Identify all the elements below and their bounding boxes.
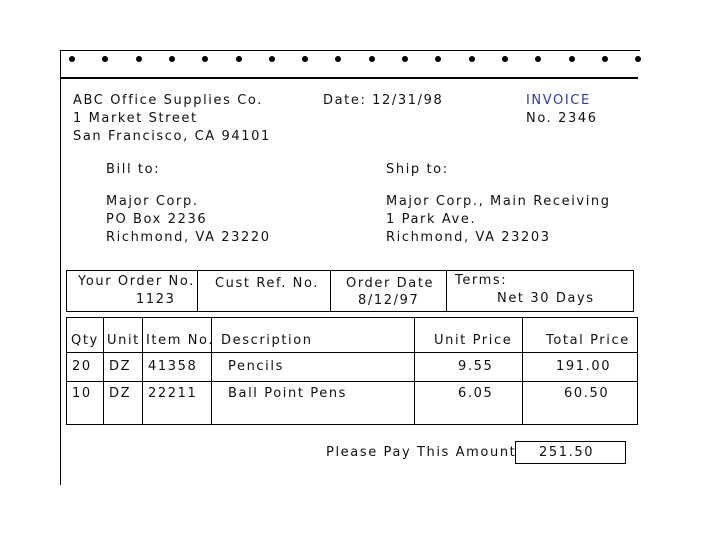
table-cell-unit: DZ	[109, 386, 132, 401]
order-no-label: Your Order No.	[78, 274, 195, 289]
table-cell-unit-price: 6.05	[458, 386, 494, 401]
table-cell-total-price: 191.00	[556, 359, 612, 374]
table-cell-unit: DZ	[109, 359, 132, 374]
feed-hole-icon	[202, 56, 208, 62]
feed-hole-icon	[236, 56, 242, 62]
col-divider-qty	[103, 317, 104, 425]
feed-hole-icon	[402, 56, 408, 62]
feed-hole-icon	[502, 56, 508, 62]
feed-hole-icon	[535, 56, 541, 62]
bill-to-label: Bill to:	[106, 162, 161, 177]
feed-hole-icon	[635, 56, 641, 62]
feed-hole-icon	[69, 56, 75, 62]
table-cell-qty: 10	[72, 386, 92, 401]
ship-to-name: Major Corp., Main Receiving	[386, 194, 611, 209]
form-left-border	[60, 50, 61, 485]
table-cell-total-price: 60.50	[564, 386, 610, 401]
order-divider-1	[197, 270, 198, 312]
feed-hole-icon	[269, 56, 275, 62]
seller-name: ABC Office Supplies Co.	[73, 93, 263, 108]
bill-to-line1: PO Box 2236	[106, 212, 208, 227]
feed-hole-icon	[302, 56, 308, 62]
table-cell-description: Ball Point Pens	[228, 386, 348, 401]
order-no-value: 1123	[136, 292, 176, 307]
col-divider-unit	[142, 317, 143, 425]
table-header-cell: Qty	[71, 333, 99, 348]
col-divider-description	[414, 317, 415, 425]
feed-hole-icon	[102, 56, 108, 62]
bill-to-line2: Richmond, VA 23220	[106, 230, 271, 245]
table-header-cell: Description	[221, 333, 313, 348]
table-row-rule	[66, 381, 638, 382]
table-header-cell: Item No.	[146, 333, 215, 348]
form-top-border	[60, 50, 640, 51]
order-divider-2	[330, 270, 331, 312]
table-cell-description: Pencils	[228, 359, 284, 374]
order-divider-3	[446, 270, 447, 312]
table-header-cell: Unit Price	[434, 333, 513, 348]
table-cell-item-no: 22211	[148, 386, 198, 401]
feed-hole-icon	[602, 56, 608, 62]
feed-hole-icon	[369, 56, 375, 62]
feed-hole-icon	[435, 56, 441, 62]
feed-hole-icon	[169, 56, 175, 62]
feed-hole-icon	[335, 56, 341, 62]
order-date-value: 8/12/97	[358, 293, 420, 308]
feed-hole-icon	[569, 56, 575, 62]
table-header-cell: Total Price	[546, 333, 630, 348]
ship-to-line2: Richmond, VA 23203	[386, 230, 551, 245]
table-header-rule	[66, 352, 638, 353]
cust-ref-label: Cust Ref. No.	[215, 276, 320, 291]
seller-city: San Francisco, CA 94101	[73, 129, 271, 144]
bill-to-name: Major Corp.	[106, 194, 199, 209]
table-cell-unit-price: 9.55	[458, 359, 494, 374]
table-cell-item-no: 41358	[148, 359, 198, 374]
invoice-date: Date: 12/31/98	[323, 93, 444, 108]
table-header-cell: Unit	[107, 333, 140, 348]
invoice-number: No. 2346	[526, 111, 598, 126]
terms-label: Terms:	[455, 273, 508, 288]
feed-hole-icon	[136, 56, 142, 62]
feed-hole-icon	[469, 56, 475, 62]
header-rule	[60, 77, 638, 79]
pay-amount-label: Please Pay This Amount	[326, 445, 517, 460]
order-date-label: Order Date	[346, 276, 435, 291]
terms-value: Net 30 Days	[497, 291, 595, 306]
col-divider-unit-price	[522, 317, 523, 425]
pay-amount-value: 251.50	[539, 445, 595, 460]
ship-to-line1: 1 Park Ave.	[386, 212, 477, 227]
table-cell-qty: 20	[72, 359, 92, 374]
seller-street: 1 Market Street	[73, 111, 198, 126]
ship-to-label: Ship to:	[386, 162, 449, 177]
invoice-title: INVOICE	[526, 93, 591, 108]
